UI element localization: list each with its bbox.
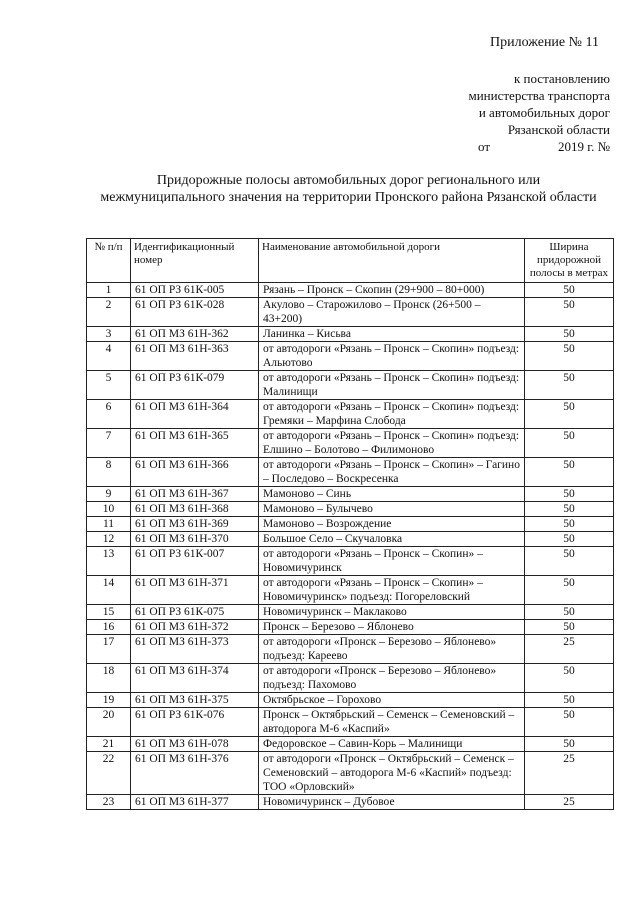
row-number: 4 <box>87 342 131 371</box>
row-road-name: от автодороги «Рязань – Пронск – Скопин» подъезд: Малинищи <box>259 371 525 400</box>
row-ident: 61 ОП МЗ 61Н-363 <box>131 342 259 371</box>
table-row <box>87 517 614 532</box>
row-road-name: Пронск – Березово – Яблонево <box>259 620 525 635</box>
table-row <box>87 342 614 371</box>
row-width: 50 <box>525 517 614 532</box>
row-number: 14 <box>87 576 131 605</box>
row-number: 8 <box>87 458 131 487</box>
row-number: 5 <box>87 371 131 400</box>
row-width: 50 <box>525 502 614 517</box>
row-number: 21 <box>87 737 131 752</box>
table-row <box>87 283 614 298</box>
decree-line: и автомобильных дорог <box>478 105 610 120</box>
row-ident: 61 ОП РЗ 61К-079 <box>131 371 259 400</box>
row-ident: 61 ОП МЗ 61Н-368 <box>131 502 259 517</box>
row-road-name: от автодороги «Рязань – Пронск – Скопин» – Новомичуринск» подъезд: Погореловский <box>259 576 525 605</box>
row-number: 22 <box>87 752 131 795</box>
row-ident: 61 ОП РЗ 61К-028 <box>131 298 259 327</box>
decree-line: министерства транспорта <box>468 88 610 103</box>
row-road-name: от автодороги «Рязань – Пронск – Скопин» – Новомичуринск <box>259 547 525 576</box>
header-ident: Идентификационный номер <box>131 239 259 283</box>
row-road-name: Акулово – Старожилово – Пронск (26+500 – 43+200) <box>259 298 525 327</box>
row-ident: 61 ОП МЗ 61Н-369 <box>131 517 259 532</box>
row-road-name: Большое Село – Скучаловка <box>259 532 525 547</box>
table-row <box>87 371 614 400</box>
row-road-name: от автодороги «Пронск – Октябрьский – Семенск – Семеновский – автодорога М-6 «Каспий» подъезд: ТОО «Орловский» <box>259 752 525 795</box>
row-width: 50 <box>525 605 614 620</box>
table-row <box>87 400 614 429</box>
row-width: 50 <box>525 693 614 708</box>
row-width: 50 <box>525 547 614 576</box>
row-road-name: Пронск – Октябрьский – Семенск – Семеновский – автодорога М-6 «Каспий» <box>259 708 525 737</box>
row-road-name: от автодороги «Рязань – Пронск – Скопин» подъезд: Альютово <box>259 342 525 371</box>
date-suffix: 2019 г. № <box>557 139 610 154</box>
row-number: 18 <box>87 664 131 693</box>
header-num: № п/п <box>87 239 131 283</box>
row-road-name: от автодороги «Рязань – Пронск – Скопин» подъезд: Елшино – Болотово – Филимоново <box>259 429 525 458</box>
row-number: 3 <box>87 327 131 342</box>
row-ident: 61 ОП МЗ 61Н-375 <box>131 693 259 708</box>
table-row <box>87 708 614 737</box>
row-number: 9 <box>87 487 131 502</box>
table-row <box>87 532 614 547</box>
row-width: 25 <box>525 635 614 664</box>
row-road-name: Октябрьское – Горохово <box>259 693 525 708</box>
row-road-name: от автодороги «Пронск – Березово – Яблонево» подъезд: Пахомово <box>259 664 525 693</box>
document-title: Придорожные полосы автомобильных дорог регионального или межмуниципального значения на территории Пронского района Рязанской области <box>100 173 597 205</box>
row-width: 50 <box>525 487 614 502</box>
table-row <box>87 795 614 810</box>
row-width: 50 <box>525 458 614 487</box>
table-row <box>87 487 614 502</box>
table-row <box>87 693 614 708</box>
row-ident: 61 ОП РЗ 61К-005 <box>131 283 259 298</box>
row-number: 17 <box>87 635 131 664</box>
row-ident: 61 ОП МЗ 61Н-078 <box>131 737 259 752</box>
row-width: 50 <box>525 620 614 635</box>
row-width: 50 <box>525 708 614 737</box>
row-road-name: от автодороги «Рязань – Пронск – Скопин» подъезд: Гремяки – Марфина Слобода <box>259 400 525 429</box>
table-row <box>87 752 614 795</box>
row-ident: 61 ОП МЗ 61Н-366 <box>131 458 259 487</box>
row-ident: 61 ОП РЗ 61К-075 <box>131 605 259 620</box>
row-ident: 61 ОП РЗ 61К-007 <box>131 547 259 576</box>
row-width: 50 <box>525 576 614 605</box>
table-row <box>87 620 614 635</box>
row-road-name: Рязань – Пронск – Скопин (29+900 – 80+000) <box>259 283 525 298</box>
row-road-name: Мамоново – Булычево <box>259 502 525 517</box>
row-ident: 61 ОП МЗ 61Н-373 <box>131 635 259 664</box>
row-number: 7 <box>87 429 131 458</box>
appendix-number: Приложение № 11 <box>490 35 599 50</box>
table-row <box>87 547 614 576</box>
row-road-name: Новомичуринск – Маклаково <box>259 605 525 620</box>
table-row <box>87 298 614 327</box>
row-width: 50 <box>525 737 614 752</box>
header-width: Ширина придорожной полосы в метрах <box>525 239 614 283</box>
row-road-name: Ланинка – Кисьва <box>259 327 525 342</box>
table-header-row <box>87 239 614 283</box>
row-number: 15 <box>87 605 131 620</box>
row-road-name: от автодороги «Пронск – Березово – Яблонево» подъезд: Кареево <box>259 635 525 664</box>
row-road-name: Новомичуринск – Дубовое <box>259 795 525 810</box>
row-ident: 61 ОП МЗ 61Н-365 <box>131 429 259 458</box>
roads-table <box>86 238 614 810</box>
row-number: 12 <box>87 532 131 547</box>
row-ident: 61 ОП МЗ 61Н-364 <box>131 400 259 429</box>
row-road-name: Мамоново – Синь <box>259 487 525 502</box>
table-row <box>87 429 614 458</box>
table-row <box>87 502 614 517</box>
row-ident: 61 ОП МЗ 61Н-377 <box>131 795 259 810</box>
table-row <box>87 737 614 752</box>
row-width: 50 <box>525 429 614 458</box>
row-width: 50 <box>525 283 614 298</box>
row-number: 20 <box>87 708 131 737</box>
row-number: 1 <box>87 283 131 298</box>
row-width: 50 <box>525 371 614 400</box>
row-ident: 61 ОП МЗ 61Н-367 <box>131 487 259 502</box>
row-width: 50 <box>525 342 614 371</box>
decree-line: Рязанской области <box>507 122 610 137</box>
table-row <box>87 327 614 342</box>
decree-date <box>380 138 610 155</box>
row-number: 23 <box>87 795 131 810</box>
row-ident: 61 ОП МЗ 61Н-370 <box>131 532 259 547</box>
row-ident: 61 ОП МЗ 61Н-362 <box>131 327 259 342</box>
table-row <box>87 664 614 693</box>
row-width: 50 <box>525 327 614 342</box>
row-width: 50 <box>525 298 614 327</box>
row-width: 25 <box>525 752 614 795</box>
table-row <box>87 576 614 605</box>
table-row <box>87 605 614 620</box>
row-ident: 61 ОП МЗ 61Н-374 <box>131 664 259 693</box>
row-road-name: от автодороги «Рязань – Пронск – Скопин» – Гагино – Последово – Воскресенка <box>259 458 525 487</box>
row-width: 50 <box>525 532 614 547</box>
header-name: Наименование автомобильной дороги <box>259 239 525 283</box>
row-number: 10 <box>87 502 131 517</box>
row-width: 25 <box>525 795 614 810</box>
row-ident: 61 ОП РЗ 61К-076 <box>131 708 259 737</box>
row-width: 50 <box>525 400 614 429</box>
row-number: 6 <box>87 400 131 429</box>
decree-reference <box>380 70 610 155</box>
decree-line: к постановлению <box>513 71 610 86</box>
row-road-name: Федоровское – Савин-Корь – Малинищи <box>259 737 525 752</box>
row-number: 11 <box>87 517 131 532</box>
row-ident: 61 ОП МЗ 61Н-372 <box>131 620 259 635</box>
row-number: 2 <box>87 298 131 327</box>
table-row <box>87 458 614 487</box>
row-width: 50 <box>525 664 614 693</box>
row-ident: 61 ОП МЗ 61Н-371 <box>131 576 259 605</box>
date-prefix: от <box>478 139 491 154</box>
row-number: 16 <box>87 620 131 635</box>
row-number: 13 <box>87 547 131 576</box>
table-row <box>87 635 614 664</box>
row-ident: 61 ОП МЗ 61Н-376 <box>131 752 259 795</box>
row-road-name: Мамоново – Возрождение <box>259 517 525 532</box>
row-number: 19 <box>87 693 131 708</box>
